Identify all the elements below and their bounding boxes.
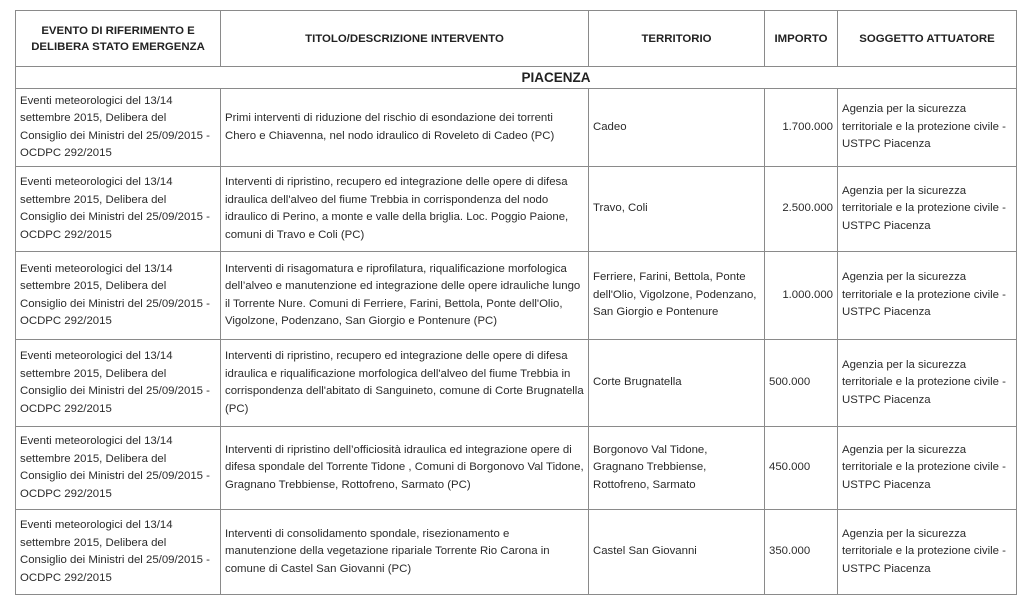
region-row xyxy=(16,67,1017,89)
cell-importo: 450.000 xyxy=(765,427,838,510)
cell-importo: 350.000 xyxy=(765,510,838,595)
cell-titolo: Interventi di risagomatura e riprofilatura, riqualificazione morfologica dell’alveo e manutenzione ed integrazione delle opere idrauliche lungo il Torrente Nure. Comuni di Ferriere, Farini, Bettola, Ponte dell'Olio, Vigolzone, Podenzano, San Giorgio e Pontenure (PC) xyxy=(221,252,589,340)
cell-evento: Eventi meteorologici del 13/14 settembre 2015, Delibera del Consiglio dei Ministri del 25/09/2015 - OCDPC 292/2015 xyxy=(16,89,221,167)
table-row xyxy=(16,510,1017,595)
interventi-table xyxy=(15,10,1017,595)
cell-titolo: Interventi di ripristino, recupero ed integrazione delle opere di difesa idraulica dell'alveo del fiume Trebbia in corrispondenza del nodo idraulico di Perino, a monte e valle della briglia. Loc. Poggio Paione, comuni di Travo e Coli (PC) xyxy=(221,167,589,252)
region-label: PIACENZA xyxy=(521,69,591,85)
header-territorio: TERRITORIO xyxy=(589,11,765,67)
header-importo: IMPORTO xyxy=(765,11,838,67)
table-row xyxy=(16,252,1017,340)
cell-soggetto: Agenzia per la sicurezza territoriale e la protezione civile - USTPC Piacenza xyxy=(838,252,1017,340)
cell-importo: 2.500.000 xyxy=(765,167,838,252)
cell-evento: Eventi meteorologici del 13/14 settembre 2015, Delibera del Consiglio dei Ministri del 25/09/2015 - OCDPC 292/2015 xyxy=(16,252,221,340)
header-titolo: TITOLO/DESCRIZIONE INTERVENTO xyxy=(221,11,589,67)
cell-evento: Eventi meteorologici del 13/14 settembre 2015, Delibera del Consiglio dei Ministri del 25/09/2015 - OCDPC 292/2015 xyxy=(16,167,221,252)
cell-importo: 1.000.000 xyxy=(765,252,838,340)
cell-territorio: Castel San Giovanni xyxy=(589,510,765,595)
header-row xyxy=(16,11,1017,67)
cell-territorio: Ferriere, Farini, Bettola, Ponte dell'Olio, Vigolzone, Podenzano, San Giorgio e Pontenure xyxy=(589,252,765,340)
cell-soggetto: Agenzia per la sicurezza territoriale e la protezione civile - USTPC Piacenza xyxy=(838,340,1017,427)
table-row xyxy=(16,89,1017,167)
header-soggetto: SOGGETTO ATTUATORE xyxy=(838,11,1017,67)
cell-evento: Eventi meteorologici del 13/14 settembre 2015, Delibera del Consiglio dei Ministri del 25/09/2015 - OCDPC 292/2015 xyxy=(16,340,221,427)
cell-soggetto: Agenzia per la sicurezza territoriale e la protezione civile - USTPC Piacenza xyxy=(838,510,1017,595)
cell-titolo: Primi interventi di riduzione del rischio di esondazione dei torrenti Chero e Chiavenna, nel nodo idraulico di Roveleto di Cadeo (PC) xyxy=(221,89,589,167)
table-row xyxy=(16,340,1017,427)
cell-territorio: Cadeo xyxy=(589,89,765,167)
table-row xyxy=(16,427,1017,510)
cell-importo: 1.700.000 xyxy=(765,89,838,167)
cell-territorio: Travo, Coli xyxy=(589,167,765,252)
cell-territorio: Borgonovo Val Tidone, Gragnano Trebbiense, Rottofreno, Sarmato xyxy=(589,427,765,510)
cell-soggetto: Agenzia per la sicurezza territoriale e la protezione civile - USTPC Piacenza xyxy=(838,167,1017,252)
cell-evento: Eventi meteorologici del 13/14 settembre 2015, Delibera del Consiglio dei Ministri del 25/09/2015 - OCDPC 292/2015 xyxy=(16,510,221,595)
cell-titolo: Interventi di consolidamento spondale, risezionamento e manutenzione della vegetazione ripariale Torrente Rio Carona in comune di Castel San Giovanni (PC) xyxy=(221,510,589,595)
region-cell xyxy=(16,67,1017,89)
header-evento: EVENTO DI RIFERIMENTO E DELIBERA STATO EMERGENZA xyxy=(16,11,221,67)
cell-soggetto: Agenzia per la sicurezza territoriale e la protezione civile - USTPC Piacenza xyxy=(838,427,1017,510)
cell-titolo: Interventi di ripristino, recupero ed integrazione delle opere di difesa idraulica e riqualificazione morfologica dell'alveo del fiume Trebbia in corrispondenza dell'abitato di Sanguineto, comune di Corte Brugnatella (PC) xyxy=(221,340,589,427)
cell-titolo: Interventi di ripristino dell’officiosità idraulica ed integrazione opere di difesa spondale del Torrente Tidone , Comuni di Borgonovo Val Tidone, Gragnano Trebbiense, Rottofreno, Sarmato (PC) xyxy=(221,427,589,510)
cell-importo: 500.000 xyxy=(765,340,838,427)
cell-territorio: Corte Brugnatella xyxy=(589,340,765,427)
cell-soggetto: Agenzia per la sicurezza territoriale e la protezione civile - USTPC Piacenza xyxy=(838,89,1017,167)
cell-evento: Eventi meteorologici del 13/14 settembre 2015, Delibera del Consiglio dei Ministri del 25/09/2015 - OCDPC 292/2015 xyxy=(16,427,221,510)
table-row xyxy=(16,167,1017,252)
